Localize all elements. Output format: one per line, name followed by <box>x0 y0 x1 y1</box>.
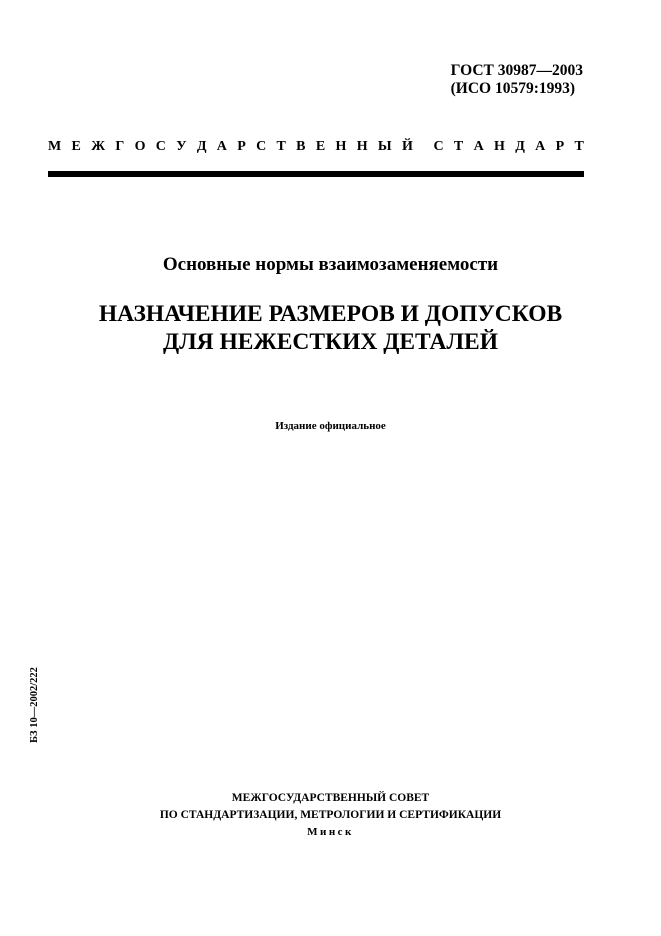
banner-letter: Е <box>315 139 326 154</box>
banner-letter: Д <box>196 139 207 154</box>
interstate-standard-banner <box>48 138 584 156</box>
standard-number: ГОСТ 30987—2003 <box>450 62 583 79</box>
side-catalog-code: БЗ 10—2002/222 <box>29 667 40 743</box>
publisher-block <box>0 790 661 841</box>
banner-letter: Р <box>237 139 246 154</box>
banner-letter: А <box>216 139 227 154</box>
document-subtitle: Основные нормы взаимозаменяемости <box>162 254 499 275</box>
banner-letter: Ы <box>377 139 392 154</box>
banner-letter: Й <box>401 139 413 154</box>
publisher-line-1: МЕЖГОСУДАРСТВЕННЫЙ СОВЕТ <box>231 792 430 804</box>
banner-letter: С <box>433 139 444 154</box>
banner-letter: Г <box>115 139 125 154</box>
banner-letter: Т <box>574 139 584 154</box>
banner-letter: Д <box>515 139 525 154</box>
title-line-1: НАЗНАЧЕНИЕ РАЗМЕРОВ И ДОПУСКОВ <box>98 301 563 327</box>
banner-letter: Р <box>555 139 565 154</box>
banner-letter: Н <box>494 139 505 154</box>
title-line-2: ДЛЯ НЕЖЕСТКИХ ДЕТАЛЕЙ <box>163 329 498 355</box>
banner-letter: А <box>473 139 484 154</box>
banner-letter: С <box>155 139 166 154</box>
banner-letter: О <box>134 139 146 154</box>
edition-note: Издание официальное <box>275 420 386 432</box>
banner-letter: М <box>48 139 62 154</box>
document-title <box>0 300 661 356</box>
banner-letter: С <box>256 139 267 154</box>
iso-reference: (ИСО 10579:1993) <box>450 80 576 97</box>
publisher-line-2: ПО СТАНДАРТИЗАЦИИ, МЕТРОЛОГИИ И СЕРТИФИКАЦИИ <box>159 809 502 821</box>
publisher-city: Минск <box>307 826 354 838</box>
banner-letter: Н <box>335 139 347 154</box>
banner-letter: Т <box>453 139 464 154</box>
standard-designation <box>451 62 583 98</box>
banner-letter: Ж <box>91 139 106 154</box>
banner-letter: Е <box>71 139 81 154</box>
banner-letter: А <box>535 139 546 154</box>
banner-letter: Н <box>356 139 368 154</box>
banner-letter: У <box>176 139 187 154</box>
banner-letter: Т <box>276 139 286 154</box>
heavy-divider-rule <box>48 171 584 177</box>
banner-letter: В <box>296 139 306 154</box>
